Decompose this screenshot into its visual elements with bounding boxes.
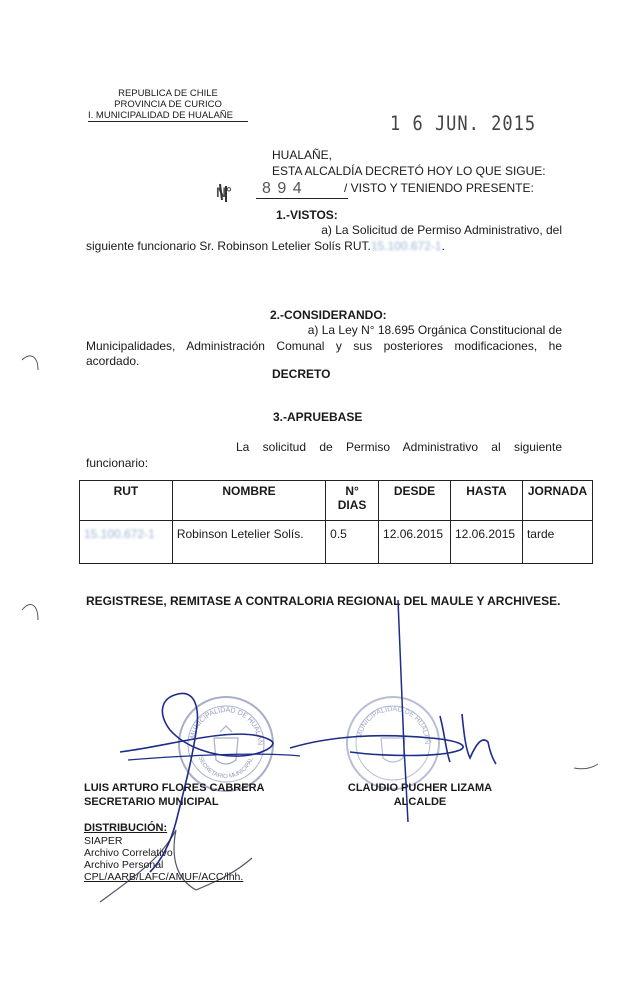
vistos-heading: 1.-VISTOS: — [276, 208, 338, 222]
cell-desde: 12.06.2015 — [379, 521, 451, 564]
distribution-item-initials: CPL/AARB/LAFC/AMUF/ACC/lhh. — [84, 871, 244, 883]
vistos-line2 — [86, 239, 445, 254]
visto-line: / VISTO Y TENIENDO PRESENTE: — [344, 181, 534, 195]
apruebase-heading: 3.-APRUEBASE — [273, 410, 363, 424]
col-header-dias: N° DIAS — [326, 481, 379, 521]
margin-mark-top — [22, 356, 38, 370]
col-header-hasta: HASTA — [451, 481, 523, 521]
left-seal-stamp — [178, 696, 274, 792]
left-seal-top-text: MUNICIPALIDAD DE HUALAÑ — [189, 706, 264, 746]
considerando-line2: Municipalidades, Administración Comunal y sus posteriores modificaciones, he — [86, 339, 562, 353]
col-header-jornada: JORNADA — [522, 481, 592, 521]
distribution-item-correlativo: Archivo Correlativo — [84, 847, 173, 859]
table-row — [80, 521, 593, 564]
right-seal-top-text: MUNICIPALIDAD DE HUALAÑ — [356, 705, 431, 745]
closing-instruction: REGISTRESE, REMITASE A CONTRALORIA REGIONAL DEL MAULE Y ARCHIVESE. — [86, 594, 561, 608]
cell-dias: 0.5 — [326, 521, 379, 564]
considerando-heading: 2.-CONSIDERANDO: — [270, 308, 387, 322]
distribution-item-personal: Archivo Personal — [84, 859, 164, 871]
table-header-row — [80, 481, 593, 521]
cell-rut-redacted: 15.100.672-1 — [84, 527, 155, 541]
date-stamp: 1 6 JUN. 2015 — [390, 112, 537, 136]
right-signatory-title: ALCALDE — [393, 796, 447, 808]
letterhead-province: PROVINCIA DE CURICO — [114, 99, 222, 110]
distribution-heading: DISTRIBUCIÓN: — [84, 822, 168, 834]
apruebase-line1: La solicitud de Permiso Administrativo al siguiente — [236, 440, 562, 454]
vistos-line2-text: siguiente funcionario Sr. Robinson Letelier Solís RUT. — [86, 239, 371, 253]
left-signatory-title: SECRETARIO MUNICIPAL — [84, 796, 219, 808]
col-header-rut: RUT — [80, 481, 173, 521]
margin-mark-right — [574, 764, 598, 769]
left-signatory-name: LUIS ARTURO FLORES CABRERA — [84, 782, 265, 794]
permit-table — [79, 480, 593, 564]
margin-mark-bottom — [22, 605, 38, 620]
distribution-block — [84, 822, 243, 883]
considerando-line3: acordado. — [86, 354, 140, 368]
left-seal-bottom-text: SECRETARIO MUNICIPAL — [196, 755, 255, 781]
col-header-nombre: NOMBRE — [172, 481, 325, 521]
considerando-line1: a) La Ley N° 18.695 Orgánica Constitucional de — [307, 323, 562, 337]
right-seal-art — [348, 698, 438, 788]
left-seal-art — [180, 698, 272, 790]
decree-line: ESTA ALCALDÍA DECRETÓ HOY LO QUE SIGUE: — [272, 164, 546, 178]
distribution-item-siaper: SIAPER — [84, 835, 123, 847]
place: HUALAÑE, — [272, 148, 333, 162]
svg-text:MUNICIPALIDAD DE HUALAÑE — [348, 698, 432, 744]
right-signature-loops — [440, 714, 496, 764]
cell-jornada: tarde — [522, 521, 592, 564]
right-signatory — [340, 781, 500, 809]
cell-rut — [80, 521, 173, 564]
vistos-rut-redacted: 15.100.672-1 — [370, 239, 442, 253]
decree-number: 8 9 4 — [256, 180, 348, 199]
cell-hasta: 12.06.2015 — [451, 521, 523, 564]
col-header-desde: DESDE — [379, 481, 451, 521]
apruebase-line2: funcionario: — [86, 456, 149, 470]
letterhead-country: REPUBLICA DE CHILE — [118, 88, 218, 99]
vistos-line2-end: . — [441, 239, 445, 253]
cell-nombre: Robinson Letelier Solís. — [172, 521, 325, 564]
vistos-line1: a) La Solicitud de Permiso Administrativo, del — [321, 223, 562, 237]
right-seal-stamp — [346, 696, 440, 790]
decreto-heading: DECRETO — [272, 367, 331, 381]
decree-number-prefix: N° — [216, 184, 232, 200]
right-signatory-name: CLAUDIO PUCHER LIZAMA — [347, 782, 493, 794]
letterhead-municipality: I. MUNICIPALIDAD DE HUALAÑE — [88, 110, 248, 122]
left-signatory — [84, 781, 264, 809]
letterhead — [88, 88, 248, 122]
